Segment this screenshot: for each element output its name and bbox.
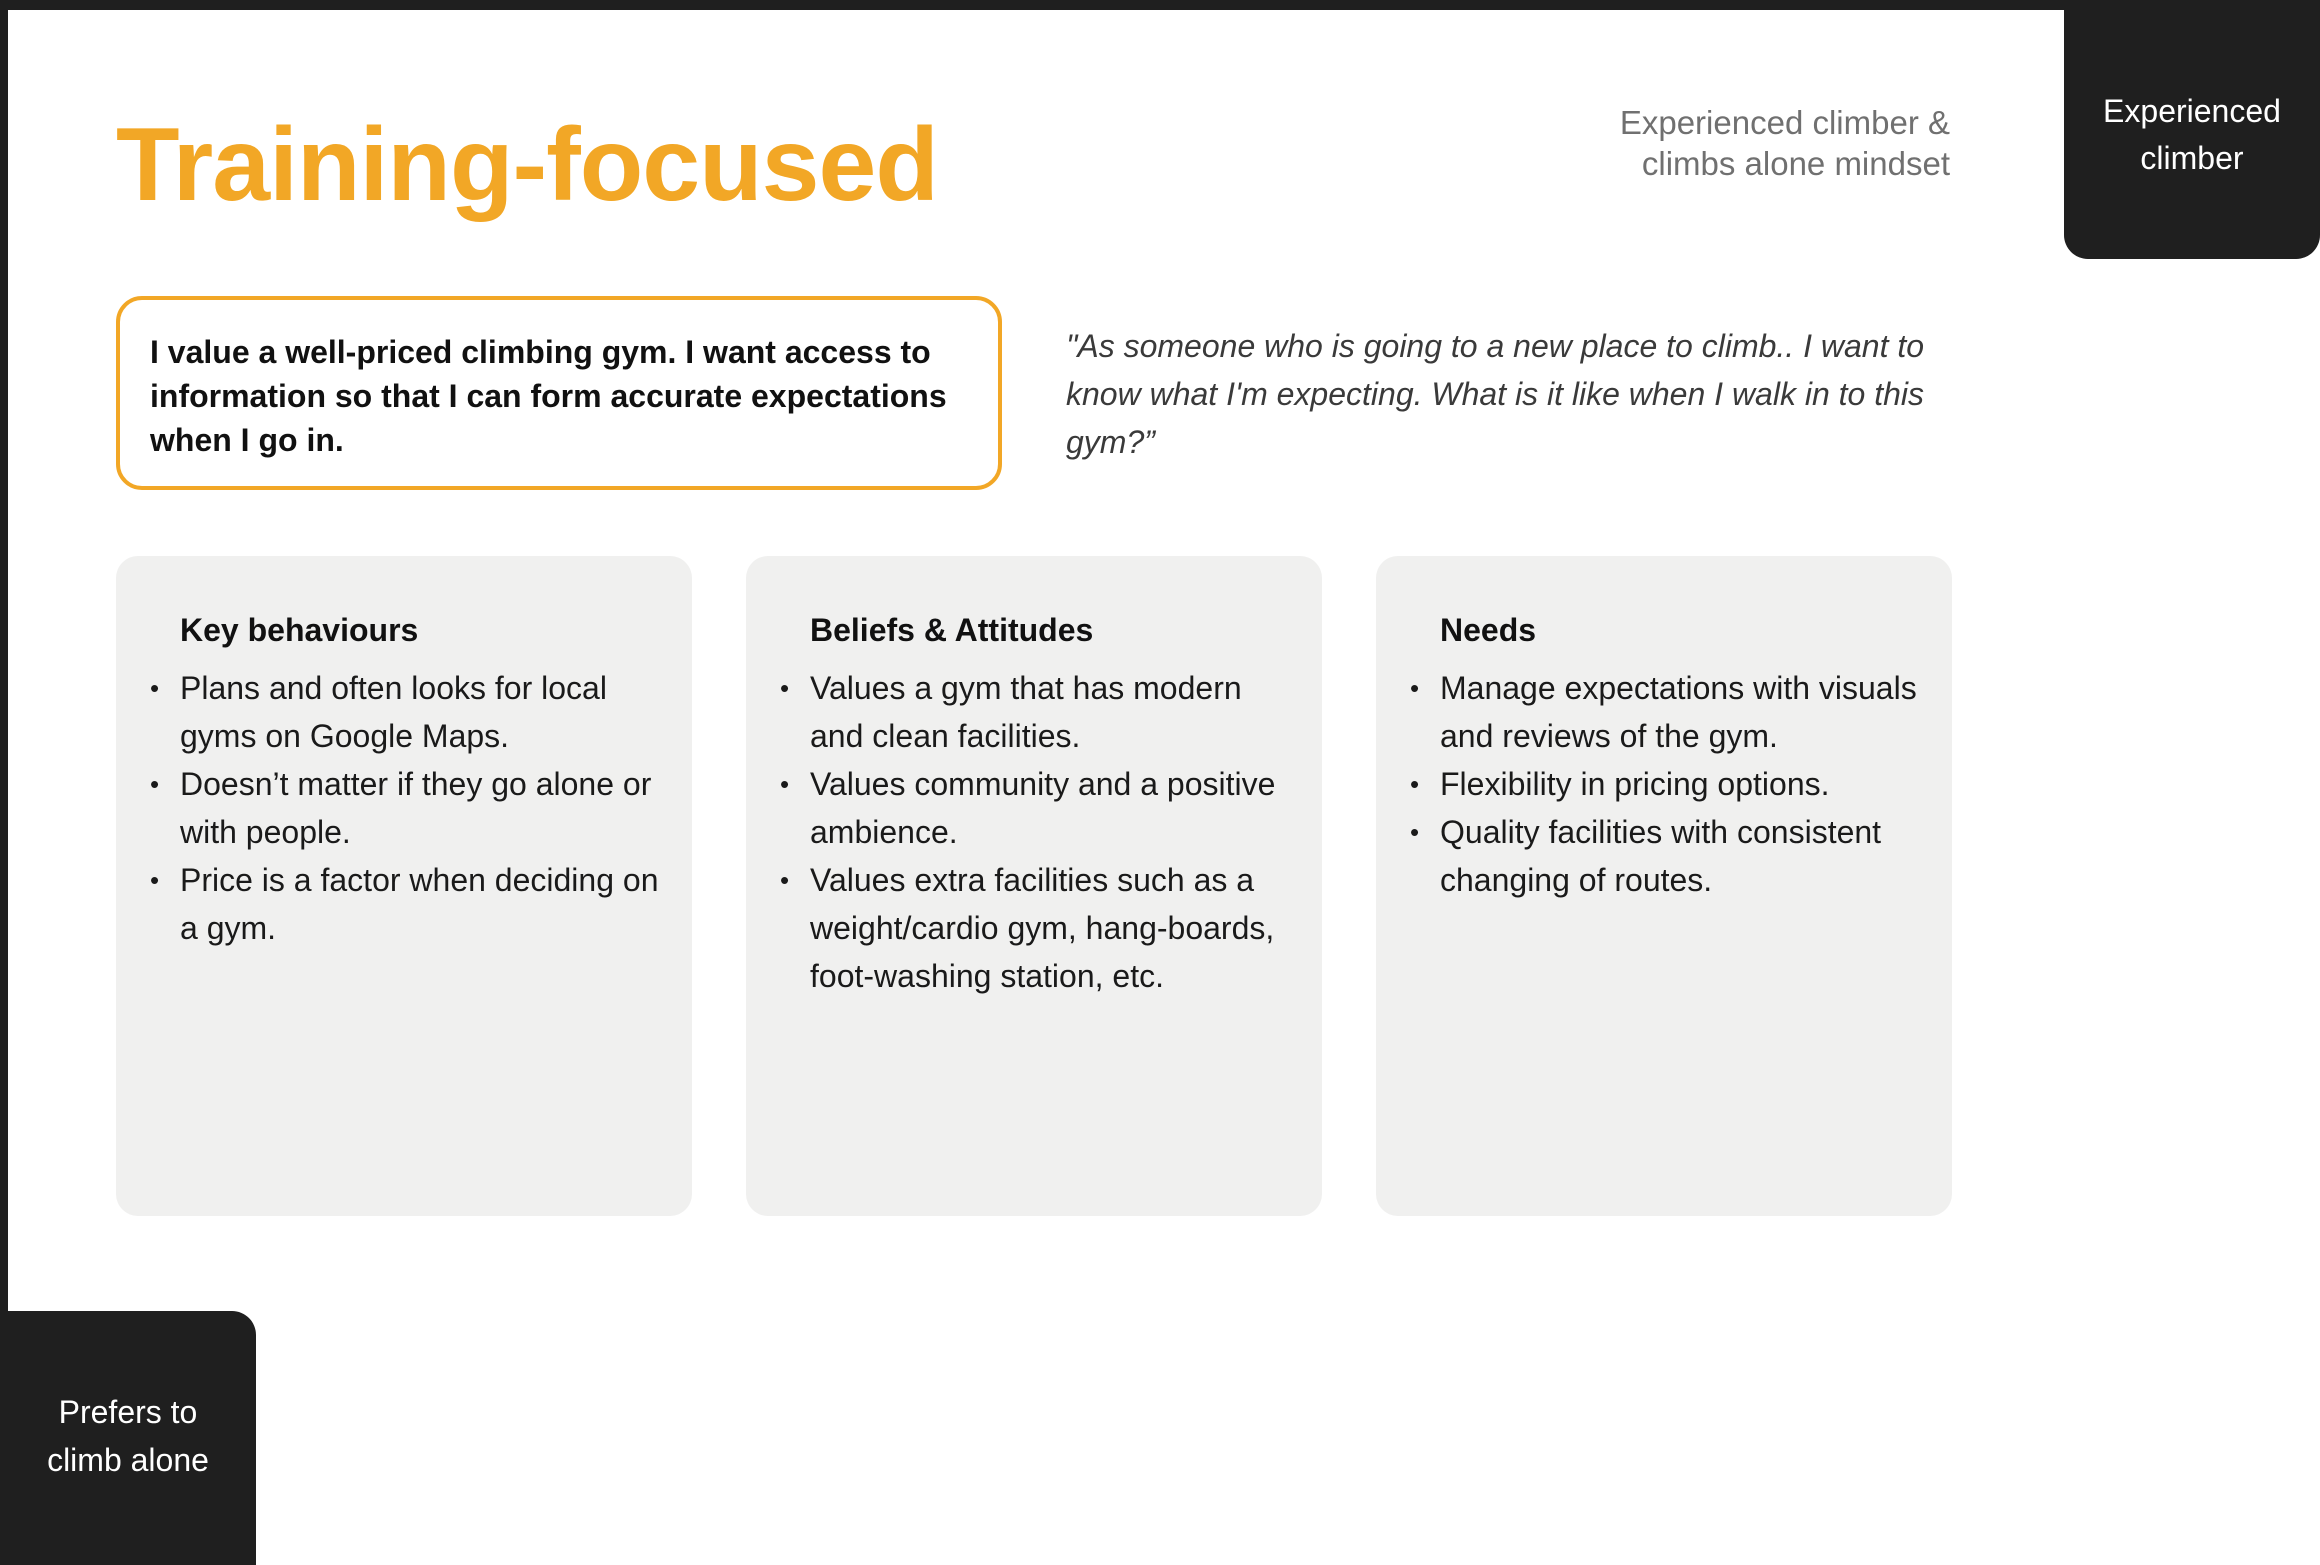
- bullet-icon: •: [1410, 769, 1420, 799]
- tag-bottom-line-2: climb alone: [47, 1442, 209, 1478]
- tag-bottom-line-1: Prefers to: [58, 1394, 198, 1430]
- card-list: [150, 664, 664, 952]
- subtitle-line-1: Experienced climber &: [1619, 104, 1950, 141]
- bullet-icon: •: [1410, 817, 1420, 847]
- value-statement-text: I value a well-priced climbing gym. I want access to information so that I can form accurate expectations when I go in.: [150, 334, 947, 458]
- prefers-alone-tag: [0, 1311, 256, 1565]
- list-item: • Values extra facilities such as a weight/cardio gym, hang-boards, foot-washing station, etc.: [810, 856, 1294, 1000]
- card-title: Beliefs & Attitudes: [810, 612, 1094, 648]
- card-list: [780, 664, 1294, 1000]
- tag-top-line-1: Experienced: [2103, 93, 2281, 129]
- bullet-icon: •: [780, 673, 790, 703]
- value-statement-box: [116, 296, 1002, 490]
- list-item: • Price is a factor when deciding on a gym.: [180, 856, 664, 952]
- needs-card: [1376, 556, 1952, 1216]
- list-item: • Quality facilities with consistent changing of routes.: [1440, 808, 1924, 904]
- bullet-icon: •: [1410, 673, 1420, 703]
- beliefs-attitudes-card: [746, 556, 1322, 1216]
- bullet-icon: •: [780, 769, 790, 799]
- bullet-icon: •: [780, 865, 790, 895]
- list-item: • Values community and a positive ambience.: [810, 760, 1294, 856]
- list-item: • Values a gym that has modern and clean facilities.: [810, 664, 1294, 760]
- bullet-icon: •: [150, 865, 160, 895]
- top-frame-border: [0, 0, 2320, 10]
- list-item: • Doesn’t matter if they go alone or with people.: [180, 760, 664, 856]
- experienced-climber-tag: [2064, 10, 2320, 259]
- persona-quote: "As someone who is going to a new place to climb.. I want to know what I'm expecting. What is it like when I walk in to this gym?”: [1066, 328, 1925, 460]
- key-behaviours-card: [116, 556, 692, 1216]
- card-list: [1410, 664, 1924, 904]
- persona-subtitle: [1480, 102, 1950, 184]
- list-item: • Plans and often looks for local gyms on Google Maps.: [180, 664, 664, 760]
- persona-title: Training-focused: [116, 107, 938, 223]
- bullet-icon: •: [150, 769, 160, 799]
- subtitle-line-2: climbs alone mindset: [1641, 145, 1950, 182]
- list-item: • Flexibility in pricing options.: [1440, 760, 1924, 808]
- list-item: • Manage expectations with visuals and reviews of the gym.: [1440, 664, 1924, 760]
- bullet-icon: •: [150, 673, 160, 703]
- card-title: Needs: [1440, 612, 1537, 648]
- card-title: Key behaviours: [180, 612, 419, 648]
- tag-top-line-2: climber: [2140, 140, 2244, 176]
